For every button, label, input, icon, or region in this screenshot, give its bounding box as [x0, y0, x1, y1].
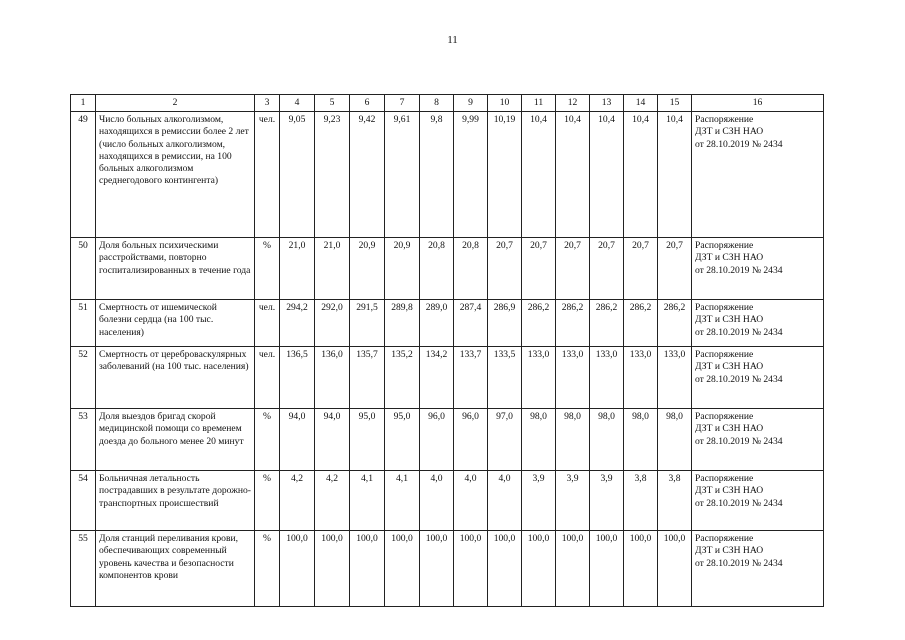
value-cell: 100,0 — [420, 531, 454, 607]
value-cell: 133,0 — [590, 347, 624, 409]
value-cell: 9,05 — [280, 112, 315, 238]
source-line2: от 28.10.2019 № 2434 — [695, 373, 783, 385]
indicator-name: Доля выездов бригад скорой медицинской помощи со временем доезда до больного менее 20 минут — [96, 409, 255, 471]
unit-cell: % — [255, 471, 280, 531]
unit-cell: чел. — [255, 347, 280, 409]
source-title: Распоряжение — [695, 533, 754, 544]
value-cell: 10,4 — [556, 112, 590, 238]
column-number: 15 — [658, 95, 692, 112]
value-cell: 20,7 — [522, 238, 556, 300]
value-cell: 289,0 — [420, 300, 454, 347]
value-cell: 95,0 — [385, 409, 420, 471]
value-cell: 9,42 — [350, 112, 385, 238]
source-line2: от 28.10.2019 № 2434 — [695, 557, 783, 569]
column-number: 8 — [420, 95, 454, 112]
value-cell: 20,9 — [385, 238, 420, 300]
value-cell: 133,7 — [454, 347, 488, 409]
value-cell: 96,0 — [420, 409, 454, 471]
value-cell: 286,2 — [658, 300, 692, 347]
value-cell: 4,0 — [454, 471, 488, 531]
value-cell: 133,0 — [556, 347, 590, 409]
value-cell: 100,0 — [385, 531, 420, 607]
column-number: 13 — [590, 95, 624, 112]
column-number: 2 — [96, 95, 255, 112]
source-line1: ДЗТ и СЗН НАО — [695, 485, 764, 497]
value-cell: 100,0 — [280, 531, 315, 607]
source-cell — [692, 238, 824, 300]
value-cell: 20,7 — [488, 238, 522, 300]
value-cell: 4,0 — [488, 471, 522, 531]
column-number: 9 — [454, 95, 488, 112]
source-title: Распоряжение — [695, 240, 754, 251]
value-cell: 9,23 — [315, 112, 350, 238]
value-cell: 100,0 — [556, 531, 590, 607]
value-cell: 9,99 — [454, 112, 488, 238]
unit-cell: чел. — [255, 300, 280, 347]
source-line1: ДЗТ и СЗН НАО — [695, 252, 764, 264]
value-cell: 100,0 — [488, 531, 522, 607]
value-cell: 94,0 — [315, 409, 350, 471]
source-title: Распоряжение — [695, 411, 754, 422]
row-number: 54 — [71, 471, 96, 531]
value-cell: 133,5 — [488, 347, 522, 409]
unit-cell: % — [255, 238, 280, 300]
value-cell: 20,8 — [420, 238, 454, 300]
source-cell — [692, 409, 824, 471]
unit-cell: % — [255, 409, 280, 471]
table-row — [71, 347, 824, 409]
value-cell: 100,0 — [590, 531, 624, 607]
source-title: Распоряжение — [695, 302, 754, 313]
value-cell: 98,0 — [658, 409, 692, 471]
row-number: 52 — [71, 347, 96, 409]
value-cell: 20,7 — [590, 238, 624, 300]
source-cell — [692, 300, 824, 347]
source-line1: ДЗТ и СЗН НАО — [695, 361, 764, 373]
indicator-name: Доля больных психическими расстройствами, повторно госпитализированных в течение года — [96, 238, 255, 300]
value-cell: 136,0 — [315, 347, 350, 409]
column-number: 3 — [255, 95, 280, 112]
value-cell: 100,0 — [624, 531, 658, 607]
value-cell: 98,0 — [556, 409, 590, 471]
column-number: 16 — [692, 95, 824, 112]
value-cell: 3,9 — [590, 471, 624, 531]
column-number: 14 — [624, 95, 658, 112]
page-number: 11 — [447, 34, 458, 46]
value-cell: 4,0 — [420, 471, 454, 531]
table-row — [71, 300, 824, 347]
value-cell: 286,2 — [590, 300, 624, 347]
value-cell: 21,0 — [315, 238, 350, 300]
source-line1: ДЗТ и СЗН НАО — [695, 126, 764, 138]
source-cell — [692, 112, 824, 238]
table-row — [71, 409, 824, 471]
value-cell: 100,0 — [315, 531, 350, 607]
value-cell: 135,2 — [385, 347, 420, 409]
value-cell: 20,8 — [454, 238, 488, 300]
value-cell: 20,9 — [350, 238, 385, 300]
source-line2: от 28.10.2019 № 2434 — [695, 435, 783, 447]
value-cell: 100,0 — [522, 531, 556, 607]
indicator-name: Больничная летальность пострадавших в результате дорожно-транспортных происшествий — [96, 471, 255, 531]
value-cell: 3,9 — [522, 471, 556, 531]
source-title: Распоряжение — [695, 473, 754, 484]
value-cell: 10,4 — [590, 112, 624, 238]
indicators-table — [70, 94, 824, 607]
unit-cell: чел. — [255, 112, 280, 238]
value-cell: 292,0 — [315, 300, 350, 347]
source-title: Распоряжение — [695, 114, 754, 125]
value-cell: 286,2 — [624, 300, 658, 347]
value-cell: 4,2 — [315, 471, 350, 531]
indicator-name: Доля станций переливания крови, обеспечивающих современный уровень качества и безопасности компонентов крови — [96, 531, 255, 607]
value-cell: 10,4 — [658, 112, 692, 238]
value-cell: 133,0 — [658, 347, 692, 409]
row-number: 49 — [71, 112, 96, 238]
source-line2: от 28.10.2019 № 2434 — [695, 497, 783, 509]
value-cell: 10,19 — [488, 112, 522, 238]
row-number: 55 — [71, 531, 96, 607]
column-number-row — [71, 95, 824, 112]
indicator-name: Число больных алкоголизмом, находящихся в ремиссии более 2 лет (число больных алкоголизмом, находящихся в ремиссии, на 100 больных алкоголизмом среднегодового контингента) — [96, 112, 255, 238]
source-cell — [692, 347, 824, 409]
value-cell: 135,7 — [350, 347, 385, 409]
column-number: 10 — [488, 95, 522, 112]
source-line2: от 28.10.2019 № 2434 — [695, 264, 783, 276]
source-line1: ДЗТ и СЗН НАО — [695, 423, 764, 435]
source-line2: от 28.10.2019 № 2434 — [695, 326, 783, 338]
source-line1: ДЗТ и СЗН НАО — [695, 545, 764, 557]
value-cell: 20,7 — [624, 238, 658, 300]
value-cell: 133,0 — [624, 347, 658, 409]
column-number: 12 — [556, 95, 590, 112]
value-cell: 3,8 — [658, 471, 692, 531]
value-cell: 94,0 — [280, 409, 315, 471]
source-title: Распоряжение — [695, 349, 754, 360]
value-cell: 21,0 — [280, 238, 315, 300]
value-cell: 20,7 — [658, 238, 692, 300]
value-cell: 286,9 — [488, 300, 522, 347]
value-cell: 9,61 — [385, 112, 420, 238]
value-cell: 291,5 — [350, 300, 385, 347]
value-cell: 98,0 — [590, 409, 624, 471]
table-row — [71, 531, 824, 607]
value-cell: 95,0 — [350, 409, 385, 471]
column-number: 4 — [280, 95, 315, 112]
source-cell — [692, 531, 824, 607]
value-cell: 4,1 — [350, 471, 385, 531]
value-cell: 97,0 — [488, 409, 522, 471]
table-row — [71, 471, 824, 531]
value-cell: 286,2 — [522, 300, 556, 347]
value-cell: 10,4 — [522, 112, 556, 238]
column-number: 7 — [385, 95, 420, 112]
value-cell: 100,0 — [454, 531, 488, 607]
value-cell: 100,0 — [658, 531, 692, 607]
value-cell: 286,2 — [556, 300, 590, 347]
row-number: 51 — [71, 300, 96, 347]
value-cell: 294,2 — [280, 300, 315, 347]
indicator-name: Смертность от цереброваскулярных заболеваний (на 100 тыс. населения) — [96, 347, 255, 409]
value-cell: 4,1 — [385, 471, 420, 531]
column-number: 1 — [71, 95, 96, 112]
value-cell: 98,0 — [624, 409, 658, 471]
table-row — [71, 238, 824, 300]
value-cell: 134,2 — [420, 347, 454, 409]
value-cell: 98,0 — [522, 409, 556, 471]
value-cell: 3,8 — [624, 471, 658, 531]
value-cell: 136,5 — [280, 347, 315, 409]
value-cell: 133,0 — [522, 347, 556, 409]
indicator-name: Смертность от ишемической болезни сердца (на 100 тыс. населения) — [96, 300, 255, 347]
row-number: 53 — [71, 409, 96, 471]
column-number: 11 — [522, 95, 556, 112]
value-cell: 9,8 — [420, 112, 454, 238]
value-cell: 289,8 — [385, 300, 420, 347]
value-cell: 287,4 — [454, 300, 488, 347]
value-cell: 4,2 — [280, 471, 315, 531]
column-number: 5 — [315, 95, 350, 112]
value-cell: 3,9 — [556, 471, 590, 531]
value-cell: 96,0 — [454, 409, 488, 471]
source-cell — [692, 471, 824, 531]
value-cell: 20,7 — [556, 238, 590, 300]
value-cell: 100,0 — [350, 531, 385, 607]
column-number: 6 — [350, 95, 385, 112]
value-cell: 10,4 — [624, 112, 658, 238]
source-line2: от 28.10.2019 № 2434 — [695, 138, 783, 150]
unit-cell: % — [255, 531, 280, 607]
source-line1: ДЗТ и СЗН НАО — [695, 314, 764, 326]
row-number: 50 — [71, 238, 96, 300]
table-row — [71, 112, 824, 238]
